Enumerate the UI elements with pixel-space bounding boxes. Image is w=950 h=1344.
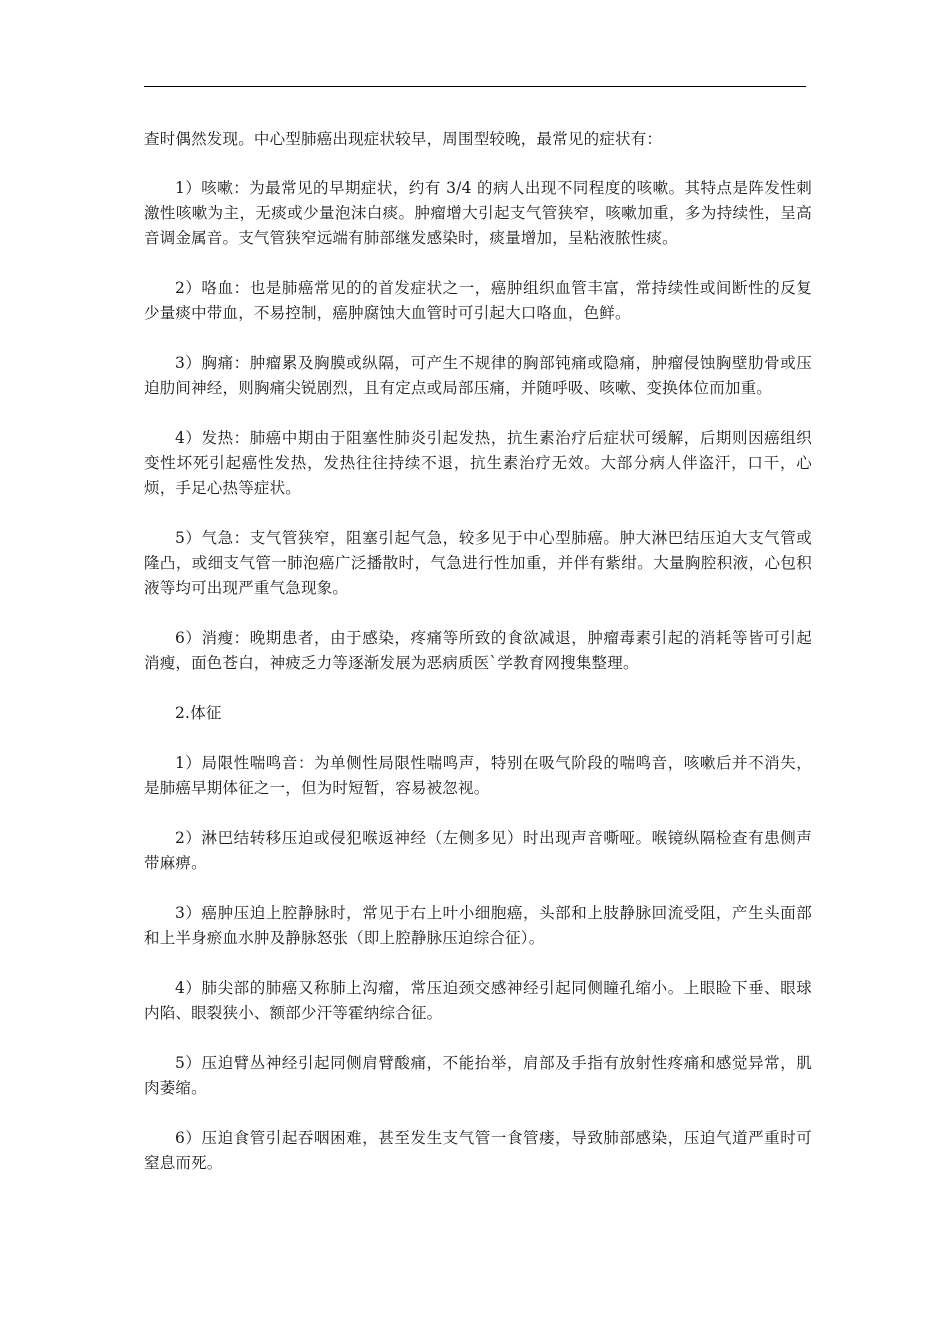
symptom-hemoptysis-paragraph: 2）咯血：也是肺癌常见的的首发症状之一，癌肿组织血管丰富，常持续性或间断性的反复少量痰中带血，不易控制，癌肿腐蚀大血管时可引起大口咯血，色鲜。 (144, 279, 812, 322)
sign-svc-syndrome-paragraph: 3）癌肿压迫上腔静脉时，常见于右上叶小细胞癌，头部和上肢静脉回流受阻，产生头面部和上半身瘀血水肿及静脉怒张（即上腔静脉压迫综合征）。 (144, 904, 812, 947)
symptom-chest-pain-paragraph: 3）胸痛：肿瘤累及胸膜或纵隔，可产生不规律的胸部钝痛或隐痛，肿瘤侵蚀胸壁肋骨或压迫肋间神经，则胸痛尖锐剧烈，且有定点或局部压痛，并随呼吸、咳嗽、变换体位而加重。 (144, 354, 812, 397)
sign-dysphagia-paragraph: 6）压迫食管引起吞咽困难，甚至发生支气管一食管瘘，导致肺部感染，压迫气道严重时可窒息而死。 (144, 1129, 812, 1172)
symptom-cough-paragraph: 1）咳嗽：为最常见的早期症状，约有 3/4 的病人出现不同程度的咳嗽。其特点是阵发性刺激性咳嗽为主，无痰或少量泡沫白痰。肿瘤增大引起支气管狭窄，咳嗽加重，多为持续性，呈高音调金属音。支气管狭窄远端有肺部继发感染时，痰量增加，呈粘液脓性痰。 (144, 179, 812, 247)
sign-wheeze-paragraph: 1）局限性喘鸣音：为单侧性局限性喘鸣声，特别在吸气阶段的喘鸣音，咳嗽后并不消失，是肺癌早期体征之一，但为时短暂，容易被忽视。 (144, 754, 812, 797)
document-body (144, 127, 812, 1201)
sign-hoarseness-paragraph: 2）淋巴结转移压迫或侵犯喉返神经（左侧多见）时出现声音嘶哑。喉镜纵隔检查有患侧声带麻痹。 (144, 829, 812, 872)
symptom-fever-paragraph: 4）发热：肺癌中期由于阻塞性肺炎引起发热，抗生素治疗后症状可缓解，后期则因癌组织变性坏死引起癌性发热，发热往往持续不退，抗生素治疗无效。大部分病人伴盗汗，口干，心烦，手足心热等症状。 (144, 429, 812, 497)
section-heading-signs: 2.体征 (175, 704, 222, 722)
sign-horner-syndrome-paragraph: 4）肺尖部的肺癌又称肺上沟瘤，常压迫颈交感神经引起同侧瞳孔缩小。上眼睑下垂、眼球内陷、眼裂狭小、额部少汗等霍纳综合征。 (144, 979, 812, 1022)
symptom-dyspnea-paragraph: 5）气急：支气管狭窄，阻塞引起气急，较多见于中心型肺癌。肿大淋巴结压迫大支气管或隆凸，或细支气管一肺泡癌广泛播散时，气急进行性加重，并伴有紫绀。大量胸腔积液，心包积液等均可出现严重气急现象。 (144, 529, 812, 597)
intro-paragraph: 查时偶然发现。中心型肺癌出现症状较早，周围型较晚，最常见的症状有： (144, 130, 663, 148)
header-rule (144, 86, 806, 87)
symptom-weight-loss-paragraph: 6）消瘦：晚期患者，由于感染，疼痛等所致的食欲减退，肿瘤毒素引起的消耗等皆可引起消瘦，面色苍白，神疲乏力等逐渐发展为恶病质医`学教育网搜集整理。 (144, 629, 812, 672)
sign-brachial-plexus-paragraph: 5）压迫臂丛神经引起同侧肩臂酸痛，不能抬举，肩部及手指有放射性疼痛和感觉异常，肌肉萎缩。 (144, 1054, 812, 1097)
